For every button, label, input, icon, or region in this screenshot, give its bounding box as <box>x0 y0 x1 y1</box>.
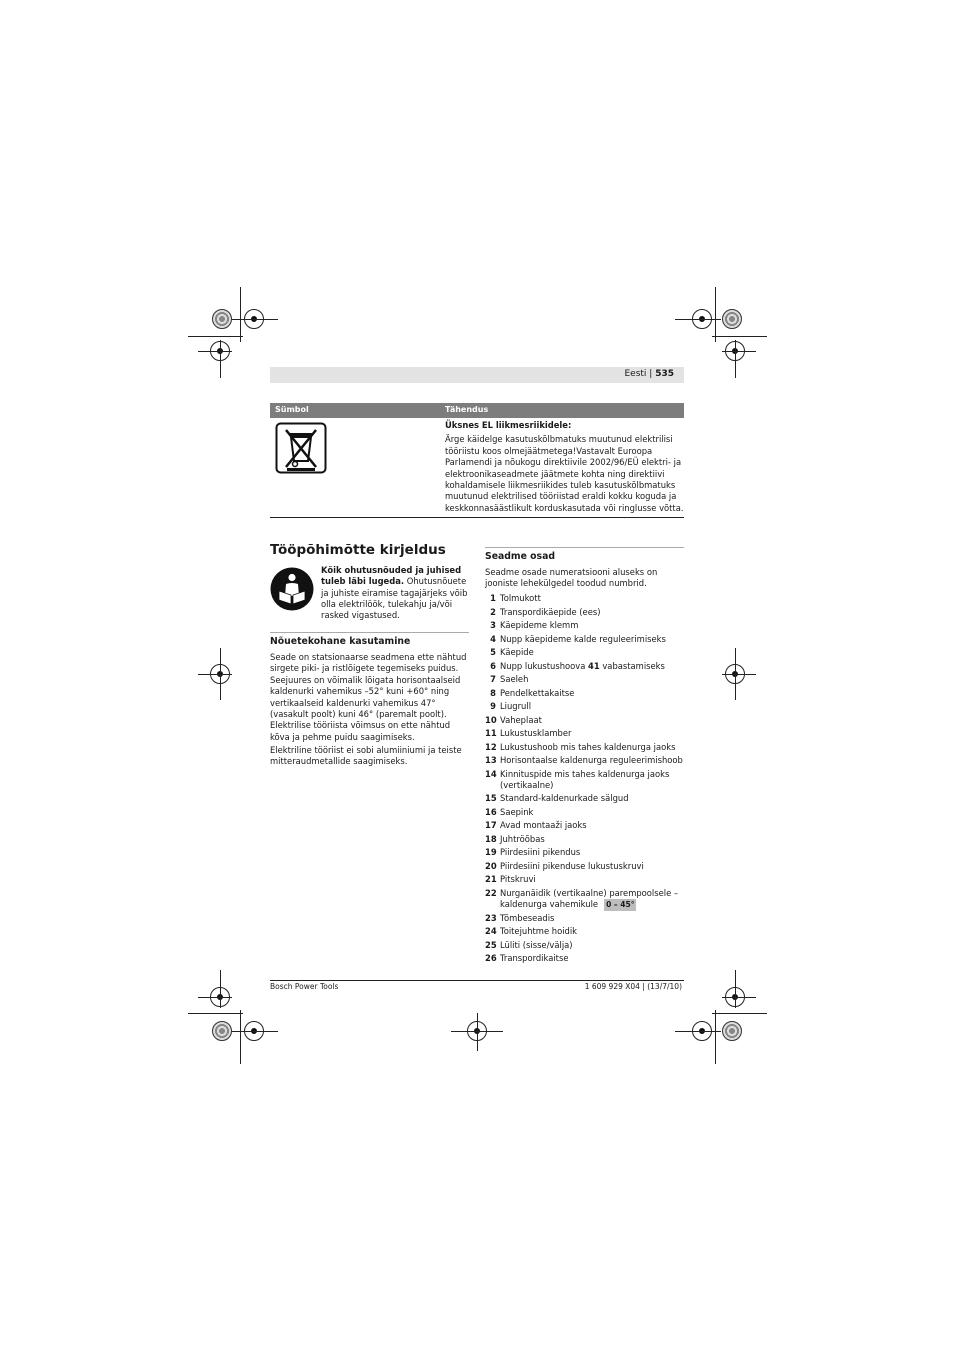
header-language: Eesti <box>624 369 647 379</box>
part-label <box>500 701 685 712</box>
crop-line <box>220 970 221 1008</box>
symbol-meaning-cell <box>445 420 685 514</box>
page-number: 535 <box>655 369 674 379</box>
col-symbol: Sümbol <box>275 405 309 414</box>
part-label-text: Pitskruvi <box>500 874 536 885</box>
footer-left: Bosch Power Tools <box>270 982 339 991</box>
part-number: 14 <box>485 768 497 779</box>
part-label-text: Tõmbeseadis <box>500 912 555 923</box>
list-item <box>485 834 685 845</box>
list-item <box>485 913 685 924</box>
part-label-text: Horisontaalse kaldenurga reguleerimishoob <box>500 755 683 765</box>
part-label-text: Saepink <box>500 806 534 817</box>
part-label-text: Toitejuhtme hoidik <box>500 926 578 937</box>
list-item <box>485 701 685 712</box>
list-item <box>485 888 685 911</box>
angle-range-badge: 0 – 45° <box>606 900 635 910</box>
list-item <box>485 820 685 831</box>
list-item <box>485 620 685 631</box>
part-label-text: Piirdesiini pikenduse lukustuskruvi <box>500 860 644 871</box>
part-label-text: Nupp käepideme kalde reguleerimiseks <box>500 633 666 644</box>
part-number: 21 <box>485 874 497 885</box>
part-number: 12 <box>485 741 497 752</box>
section-title: Tööpõhimõtte kirjeldus <box>270 542 446 558</box>
footer-rule <box>270 980 684 981</box>
part-label <box>500 715 685 726</box>
part-number: 13 <box>485 755 497 765</box>
part-label-text: vabastamiseks <box>599 660 665 671</box>
part-label <box>500 940 685 951</box>
header-text: Eesti | 535 <box>624 369 674 379</box>
crop-line <box>240 1010 241 1064</box>
part-number: 10 <box>485 714 497 725</box>
part-label <box>500 661 685 672</box>
crop-line <box>232 1031 278 1032</box>
list-item <box>485 769 685 792</box>
part-number: 6 <box>490 660 496 671</box>
part-reference: 41 <box>588 660 600 671</box>
part-number: 3 <box>490 620 496 630</box>
part-number: 22 <box>485 887 497 898</box>
part-number: 26 <box>485 953 497 964</box>
crop-line <box>722 997 756 998</box>
list-item <box>485 674 685 685</box>
crop-line <box>477 1013 478 1051</box>
part-number: 4 <box>490 633 496 644</box>
list-item <box>485 793 685 804</box>
crop-line <box>232 319 278 320</box>
part-number: 18 <box>485 833 497 844</box>
part-label <box>500 834 685 845</box>
crop-line <box>188 336 243 337</box>
part-label <box>500 755 685 766</box>
intended-use-paragraph-1: Seade on statsionaarse seadmena ette nähtud sirgete piki- ja ristlõigete tegemiseks puidus. Seejuures on võimalik lõigata horisontaalseid kaldenurki vahemikus –52° kuni +60° ning vertikaalseid kaldenurki vahemikus 47° (vasakult poolt) kuni 46° (paremalt poolt). Elektrilise tööriista võimsus on ette nähtud kõva ja pehme puidu saagimiseks. <box>270 652 467 742</box>
part-label <box>500 728 685 739</box>
part-number: 1 <box>490 593 496 603</box>
part-label-text: Pendelkettakaitse <box>500 687 575 698</box>
part-number: 23 <box>485 912 497 923</box>
part-label <box>500 888 685 911</box>
part-label <box>500 820 685 831</box>
part-label <box>500 793 685 804</box>
part-label <box>500 607 685 618</box>
part-number: 15 <box>485 793 497 804</box>
safety-warning <box>321 565 469 621</box>
crop-line <box>735 340 736 378</box>
list-item <box>485 874 685 885</box>
page-header <box>270 367 684 383</box>
part-label <box>500 634 685 645</box>
crop-line <box>712 1013 767 1014</box>
part-label-text: Standard-kaldenurkade sälgud <box>500 793 629 804</box>
symbol-meaning-title: Üksnes EL liikmesriikidele: <box>445 420 572 430</box>
part-label <box>500 953 685 964</box>
warning-text: Ohutusnõuete ja juhiste eiramise tagajärjeks võib olla elektrilöök, tulekahju ja/või rasked vigastused. <box>321 576 468 621</box>
parts-list <box>485 593 685 967</box>
list-item <box>485 940 685 951</box>
part-label-text: Lüliti (sisse/välja) <box>500 939 573 950</box>
part-label <box>500 647 685 658</box>
part-label-text: Avad montaaži jaoks <box>500 820 587 831</box>
list-item <box>485 661 685 672</box>
registration-mark-icon <box>212 1021 232 1041</box>
part-number: 16 <box>485 806 497 817</box>
part-label-text: Piirdesiini pikendus <box>500 847 581 858</box>
list-item <box>485 926 685 937</box>
part-label <box>500 861 685 872</box>
part-number: 5 <box>490 647 496 657</box>
crop-line <box>722 351 756 352</box>
part-label-text: Lukustusklamber <box>500 728 572 738</box>
list-item <box>485 634 685 645</box>
part-number: 11 <box>485 728 497 738</box>
read-manual-icon <box>270 567 314 611</box>
part-label-text: Saeleh <box>500 674 529 684</box>
part-label <box>500 913 685 924</box>
list-item <box>485 688 685 699</box>
part-label-text: Tolmukott <box>500 593 541 603</box>
section-rule <box>485 547 684 548</box>
part-label-text: Liugrull <box>500 701 532 711</box>
list-item <box>485 861 685 872</box>
part-number: 17 <box>485 820 497 831</box>
part-number: 2 <box>490 606 496 617</box>
part-number: 8 <box>490 687 496 698</box>
part-label-text: Juhtröõbas <box>500 833 545 844</box>
crop-line <box>198 997 232 998</box>
part-label <box>500 620 685 631</box>
crop-line <box>712 336 767 337</box>
crop-line <box>198 674 232 675</box>
part-label <box>500 874 685 885</box>
part-label <box>500 674 685 685</box>
part-label-text: Kinnituspide mis tahes kaldenurga jaoks (vertikaalne) <box>500 768 670 790</box>
part-label-text: Nupp lukustushoova <box>500 660 589 671</box>
crop-line <box>715 287 716 342</box>
part-label-text: Käepideme klemm <box>500 620 579 630</box>
part-label-text: Transpordikaitse <box>500 953 569 964</box>
part-label-text: Vaheplaat <box>500 714 542 725</box>
list-item <box>485 742 685 753</box>
list-item <box>485 728 685 739</box>
crop-line <box>735 970 736 1008</box>
part-label <box>500 742 685 753</box>
parts-intro: Seadme osade numeratsiooni aluseks on jooniste lehekülgedel toodud numbrid. <box>485 567 658 589</box>
list-item <box>485 953 685 964</box>
list-item <box>485 647 685 658</box>
list-item <box>485 593 685 604</box>
crop-line <box>240 287 241 342</box>
part-number: 7 <box>490 674 496 684</box>
part-label-text: Transpordikäepide (ees) <box>500 606 601 617</box>
list-item <box>485 755 685 766</box>
part-label <box>500 926 685 937</box>
part-number: 9 <box>490 701 496 711</box>
part-number: 20 <box>485 860 497 871</box>
part-label <box>500 593 685 604</box>
intended-use-paragraph-2: Elektriline tööriist ei sobi alumiiniumi ja teiste mitteraudmetallide saagimiseks. <box>270 745 462 767</box>
warning-bold: Kõik ohutusnõuded ja juhised tuleb läbi lugeda. <box>321 565 462 587</box>
crop-line <box>198 351 232 352</box>
table-bottom-rule <box>270 517 684 518</box>
crop-line <box>715 1010 716 1064</box>
crop-line <box>675 319 721 320</box>
part-label-text: Nurganäidik (vertikaalne) parempoolsele – kaldenurga vahemikule <box>500 887 679 910</box>
part-label <box>500 769 685 792</box>
part-number: 24 <box>485 926 497 937</box>
part-number: 19 <box>485 847 497 858</box>
registration-mark-icon <box>722 309 742 329</box>
section-rule <box>270 632 469 633</box>
registration-mark-icon <box>212 309 232 329</box>
part-label-text: Käepide <box>500 647 534 657</box>
part-label-text: Lukustushoob mis tahes kaldenurga jaoks <box>500 741 676 752</box>
list-item <box>485 607 685 618</box>
part-label <box>500 807 685 818</box>
part-label <box>500 847 685 858</box>
crossed-out-wheelie-bin-icon <box>275 422 327 474</box>
registration-mark-icon <box>722 1021 742 1041</box>
symbol-meaning-text: Ärge käidelge kasutuskõlbmatuks muutunud elektrilisi tööriistu koos olmejäätmetega!Vastavalt Euroopa Parlamendi ja nõukogu direktiivile 2002/96/EÜ elektri- ja elektroonikaseadmete jäätmete kohta ning direktiivi kohaldamisele liikmesriikides tuleb kasutuskõlbmatuks muutunud elektrilised tööriistad eraldi kokku koguda ja keskkonnasäästlikult korduskasutada või ringlusse võtta. <box>445 434 684 513</box>
list-item <box>485 715 685 726</box>
part-number: 25 <box>485 939 497 950</box>
crop-line <box>722 674 756 675</box>
parts-title: Seadme osad <box>485 551 556 562</box>
intended-use-title: Nõuetekohane kasutamine <box>270 636 411 647</box>
symbol-table-header <box>270 403 684 418</box>
list-item <box>485 847 685 858</box>
footer-right: 1 609 929 X04 | (13/7/10) <box>584 982 682 991</box>
crop-line <box>188 1013 243 1014</box>
part-label <box>500 688 685 699</box>
list-item <box>485 807 685 818</box>
crop-line <box>220 340 221 378</box>
col-meaning: Tähendus <box>445 405 489 414</box>
